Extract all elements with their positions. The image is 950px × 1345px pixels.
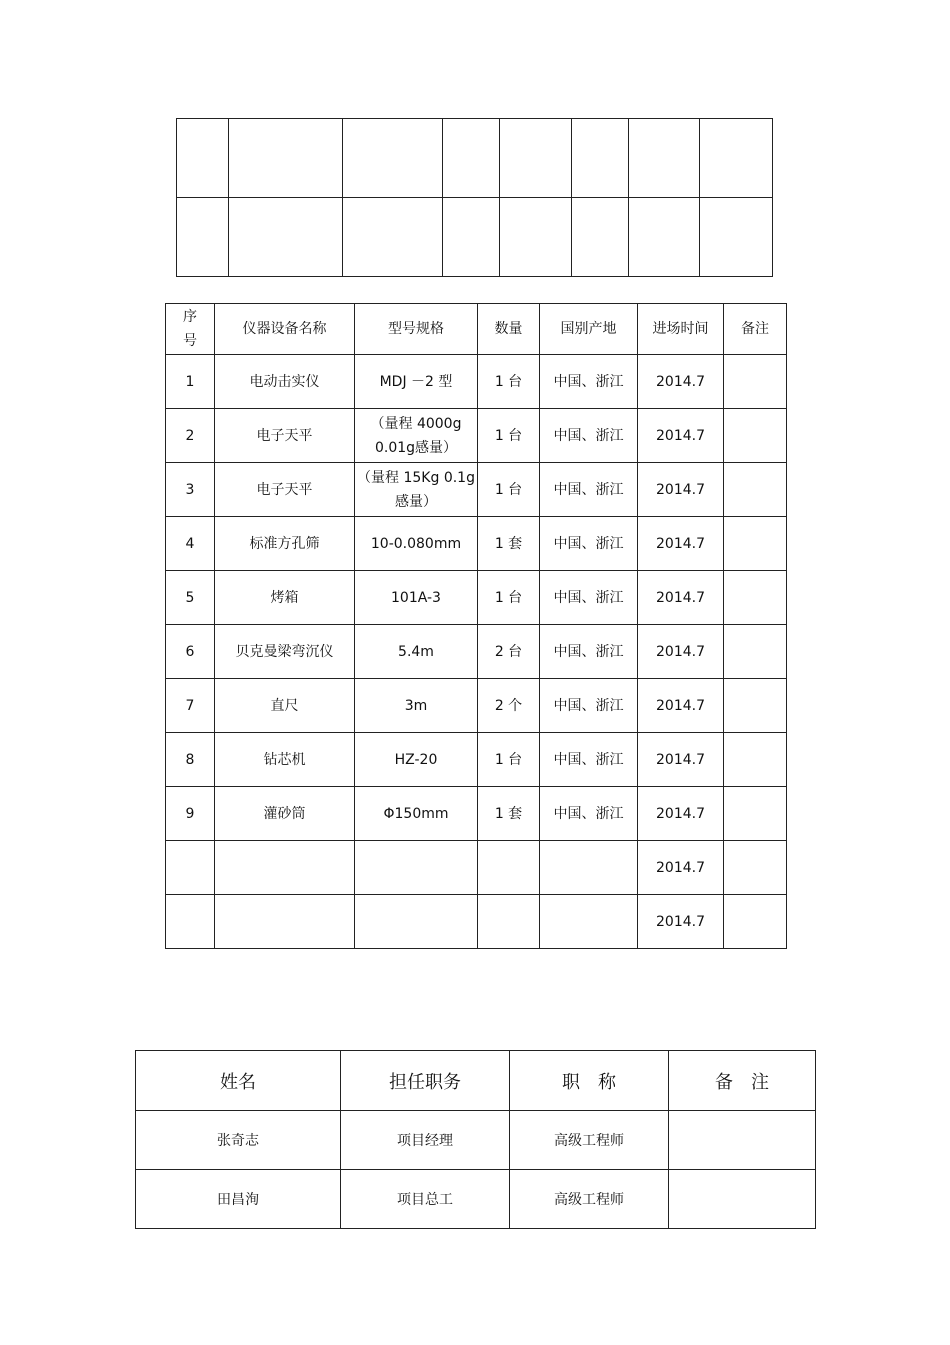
- blank-cell: [572, 198, 629, 277]
- cell-qty: 1 套: [478, 787, 540, 841]
- cell-staff-position: 项目总工: [341, 1170, 510, 1229]
- cell-name: 灌砂筒: [215, 787, 355, 841]
- cell-seq: 1: [166, 355, 215, 409]
- cell-qty: 1 台: [478, 733, 540, 787]
- cell-origin: 中国、浙江: [540, 517, 638, 571]
- blank-cell: [700, 198, 773, 277]
- cell-origin: [540, 841, 638, 895]
- header-seq: [166, 304, 215, 355]
- cell-model-line2: 0.01g感量）: [374, 439, 458, 456]
- cell-origin: 中国、浙江: [540, 463, 638, 517]
- cell-staff-title: 高级工程师: [510, 1111, 669, 1170]
- equipment-body: [166, 355, 787, 949]
- staff-header-row: [136, 1051, 816, 1111]
- cell-origin: 中国、浙江: [540, 571, 638, 625]
- cell-model: [355, 841, 478, 895]
- cell-remark: [724, 517, 787, 571]
- cell-qty: 1 台: [478, 463, 540, 517]
- header-staff-name: 姓名: [136, 1051, 341, 1111]
- cell-model-line1: （量程 15Kg 0.1g: [357, 469, 475, 486]
- header-staff-position: 担任职务: [341, 1051, 510, 1111]
- cell-seq: 7: [166, 679, 215, 733]
- cell-remark: [724, 463, 787, 517]
- cell-origin: 中国、浙江: [540, 355, 638, 409]
- blank-cell: [700, 119, 773, 198]
- cell-model-line1: MDJ －2 型: [379, 373, 453, 390]
- cell-qty: 2 个: [478, 679, 540, 733]
- equipment-table: [165, 303, 787, 949]
- cell-staff-title: 高级工程师: [510, 1170, 669, 1229]
- cell-remark: [724, 787, 787, 841]
- cell-remark: [724, 355, 787, 409]
- cell-date: 2014.7: [638, 463, 724, 517]
- header-qty: 数量: [478, 304, 540, 355]
- cell-remark: [724, 895, 787, 949]
- cell-model: [355, 355, 478, 409]
- cell-seq: 4: [166, 517, 215, 571]
- blank-cell: [500, 119, 572, 198]
- equipment-row: [166, 517, 787, 571]
- cell-seq: [166, 895, 215, 949]
- header-remark: 备注: [724, 304, 787, 355]
- cell-date: 2014.7: [638, 733, 724, 787]
- cell-date: 2014.7: [638, 787, 724, 841]
- cell-qty: [478, 841, 540, 895]
- cell-name: 钻芯机: [215, 733, 355, 787]
- cell-qty: 1 台: [478, 571, 540, 625]
- header-seq-line2: 号: [183, 333, 197, 349]
- cell-name: 标准方孔筛: [215, 517, 355, 571]
- cell-model: [355, 787, 478, 841]
- header-origin: 国别产地: [540, 304, 638, 355]
- header-staff-remark: 备 注: [669, 1051, 816, 1111]
- staff-table: [135, 1050, 816, 1229]
- equipment-row: [166, 841, 787, 895]
- cell-date: 2014.7: [638, 841, 724, 895]
- header-date: 进场时间: [638, 304, 724, 355]
- blank-cell: [500, 198, 572, 277]
- blank-cell: [629, 198, 700, 277]
- blank-row: [177, 119, 773, 198]
- blank-cell: [229, 119, 343, 198]
- cell-model-line1: 3m: [404, 697, 428, 714]
- cell-staff-name: 张奇志: [136, 1111, 341, 1170]
- equipment-row: [166, 409, 787, 463]
- equipment-row: [166, 463, 787, 517]
- equipment-row: [166, 625, 787, 679]
- cell-model-line1: 5.4m: [398, 643, 434, 660]
- cell-model-line1: （量程 4000g: [370, 415, 462, 432]
- cell-model: [355, 517, 478, 571]
- blank-row: [177, 198, 773, 277]
- blank-cell: [177, 198, 229, 277]
- cell-date: 2014.7: [638, 517, 724, 571]
- equipment-row: [166, 355, 787, 409]
- cell-staff-remark: [669, 1111, 816, 1170]
- cell-name: 电子天平: [215, 463, 355, 517]
- cell-origin: 中国、浙江: [540, 733, 638, 787]
- equipment-row: [166, 787, 787, 841]
- staff-body: [136, 1111, 816, 1229]
- cell-staff-name: 田昌洵: [136, 1170, 341, 1229]
- blank-cell: [629, 119, 700, 198]
- blank-table: [176, 118, 773, 277]
- cell-seq: 8: [166, 733, 215, 787]
- cell-origin: 中国、浙江: [540, 679, 638, 733]
- header-seq-line1: 序: [183, 309, 197, 325]
- cell-name: [215, 895, 355, 949]
- cell-seq: 5: [166, 571, 215, 625]
- blank-cell: [443, 119, 500, 198]
- equipment-row: [166, 895, 787, 949]
- equipment-row: [166, 571, 787, 625]
- blank-cell: [229, 198, 343, 277]
- equipment-row: [166, 679, 787, 733]
- cell-seq: 6: [166, 625, 215, 679]
- cell-date: 2014.7: [638, 409, 724, 463]
- cell-model-line1: 10-0.080mm: [370, 535, 462, 552]
- cell-model: [355, 625, 478, 679]
- cell-seq: 3: [166, 463, 215, 517]
- cell-remark: [724, 841, 787, 895]
- cell-origin: [540, 895, 638, 949]
- cell-date: 2014.7: [638, 679, 724, 733]
- cell-qty: 1 台: [478, 409, 540, 463]
- cell-model-line1: Φ150mm: [383, 805, 449, 822]
- blank-cell: [343, 198, 443, 277]
- cell-remark: [724, 625, 787, 679]
- cell-name: 烤箱: [215, 571, 355, 625]
- cell-date: 2014.7: [638, 355, 724, 409]
- cell-model: [355, 571, 478, 625]
- cell-qty: 1 套: [478, 517, 540, 571]
- cell-remark: [724, 679, 787, 733]
- blank-cell: [343, 119, 443, 198]
- header-name: 仪器设备名称: [215, 304, 355, 355]
- cell-qty: 1 台: [478, 355, 540, 409]
- cell-remark: [724, 571, 787, 625]
- header-staff-title: 职 称: [510, 1051, 669, 1111]
- cell-date: 2014.7: [638, 625, 724, 679]
- cell-name: 电动击实仪: [215, 355, 355, 409]
- cell-model-line1: 101A-3: [391, 589, 441, 606]
- cell-model: [355, 679, 478, 733]
- cell-model: [355, 409, 478, 463]
- equipment-row: [166, 733, 787, 787]
- equipment-header-row: [166, 304, 787, 355]
- staff-row: [136, 1111, 816, 1170]
- cell-seq: [166, 841, 215, 895]
- cell-model-line1: HZ-20: [394, 751, 438, 768]
- cell-origin: 中国、浙江: [540, 409, 638, 463]
- cell-model-line2: 感量）: [395, 493, 437, 510]
- cell-remark: [724, 733, 787, 787]
- cell-staff-position: 项目经理: [341, 1111, 510, 1170]
- cell-qty: [478, 895, 540, 949]
- cell-qty: 2 台: [478, 625, 540, 679]
- cell-date: 2014.7: [638, 895, 724, 949]
- blank-cell: [443, 198, 500, 277]
- blank-cell: [572, 119, 629, 198]
- cell-model: [355, 733, 478, 787]
- header-model: 型号规格: [355, 304, 478, 355]
- cell-name: 直尺: [215, 679, 355, 733]
- blank-cell: [177, 119, 229, 198]
- cell-name: 电子天平: [215, 409, 355, 463]
- cell-name: [215, 841, 355, 895]
- cell-staff-remark: [669, 1170, 816, 1229]
- cell-origin: 中国、浙江: [540, 625, 638, 679]
- cell-remark: [724, 409, 787, 463]
- cell-name: 贝克曼梁弯沉仪: [215, 625, 355, 679]
- cell-seq: 9: [166, 787, 215, 841]
- cell-model: [355, 895, 478, 949]
- cell-origin: 中国、浙江: [540, 787, 638, 841]
- staff-row: [136, 1170, 816, 1229]
- cell-seq: 2: [166, 409, 215, 463]
- cell-date: 2014.7: [638, 571, 724, 625]
- cell-model: [355, 463, 478, 517]
